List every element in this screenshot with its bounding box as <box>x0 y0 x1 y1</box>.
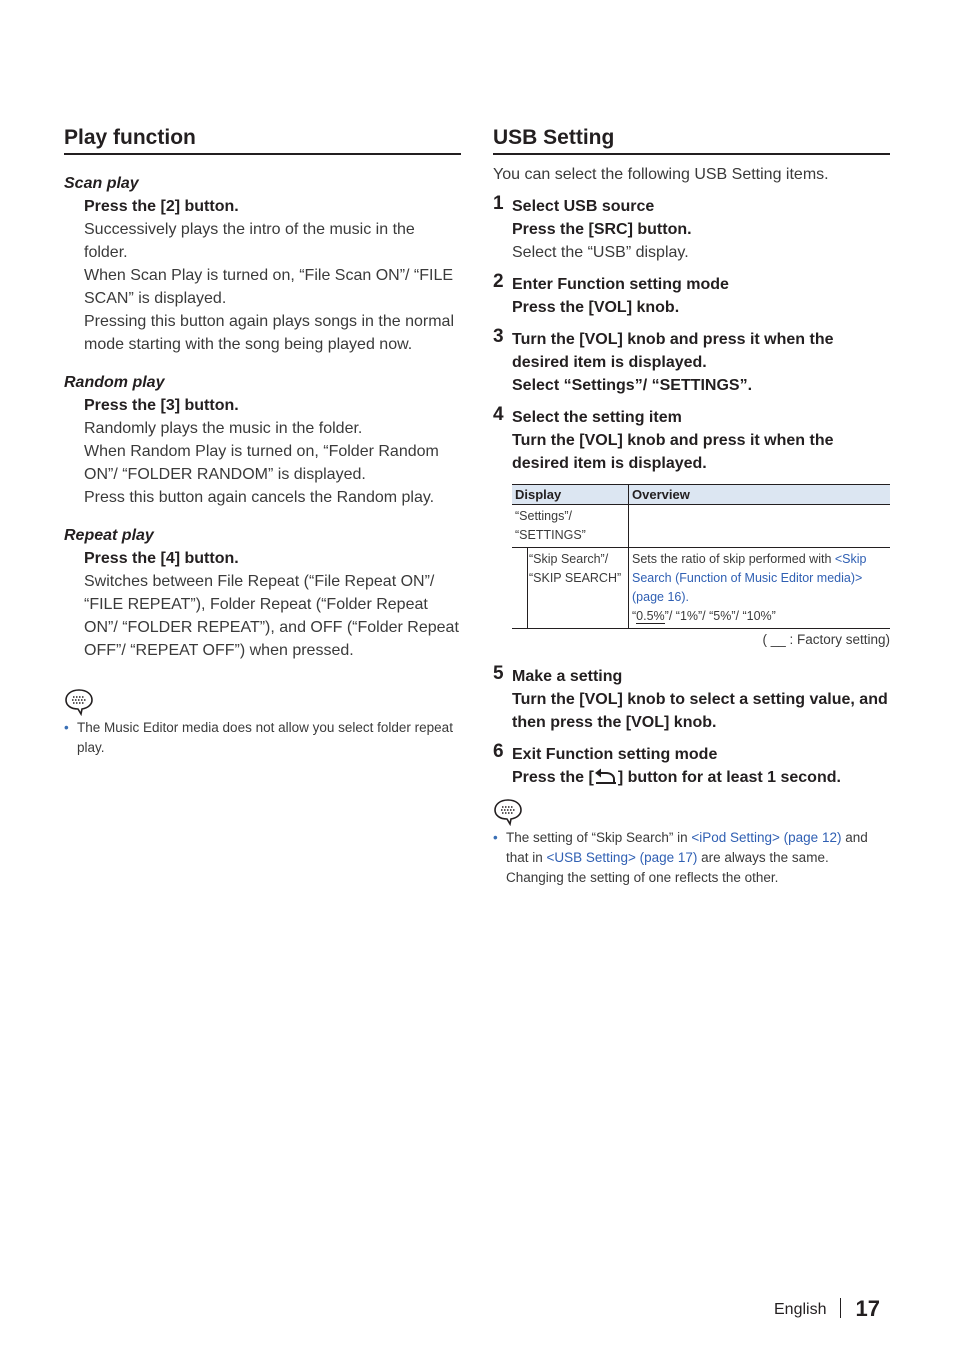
settings-table <box>512 484 890 629</box>
left-note <box>64 718 461 758</box>
step-2 <box>493 273 890 319</box>
usb-setting-column <box>493 126 890 888</box>
play-function-title: Play function <box>64 126 461 155</box>
step-instruction-part: ] button for at least 1 second. <box>617 769 841 786</box>
step-number: 1 <box>493 193 504 214</box>
step-instruction: Turn the [VOL] knob to select a setting value, and then press the [VOL] knob. <box>512 691 888 731</box>
scan-play-heading: Scan play <box>64 175 139 192</box>
scan-play-instruction: Press the [2] button. <box>84 198 239 215</box>
step-6 <box>493 743 890 792</box>
step-title: Select USB source <box>512 198 655 215</box>
factory-setting-note: ( __ : Factory setting) <box>762 632 890 647</box>
bullet-icon: • <box>64 720 69 735</box>
step-instruction: Press the [VOL] knob. <box>512 299 680 316</box>
step-instruction <box>512 766 890 792</box>
table-header-display: Display <box>512 485 629 505</box>
step-detail: Select the “USB” display. <box>512 244 689 261</box>
usb-setting-link[interactable]: <USB Setting> (page 17) <box>546 850 698 865</box>
note-icon <box>64 688 461 716</box>
step-title: Select the setting item <box>512 409 682 426</box>
random-play-line: When Random Play is turned on, “Folder Random ON”/ “FOLDER RANDOM” is displayed. <box>84 443 439 483</box>
step-number: 2 <box>493 271 504 292</box>
page-number: 17 <box>855 1296 880 1321</box>
note-text: are always the same. Changing the setting of one reflects the other. <box>506 850 829 885</box>
table-header-row <box>512 485 890 505</box>
table-divider <box>527 548 528 628</box>
step-instruction: Turn the [VOL] knob and press it when the desired item is displayed. <box>512 432 834 472</box>
step-number: 5 <box>493 663 504 684</box>
repeat-play-line: Switches between File Repeat (“File Repeat ON”/ “FILE REPEAT”), Folder Repeat (“Folder Repeat ON”/ “FOLDER REPEAT”), and OFF (“Folder Repeat OFF”/ “REPEAT OFF”) when pressed. <box>84 573 459 659</box>
step-3 <box>493 328 890 397</box>
step-title: Enter Function setting mode <box>512 276 729 293</box>
scan-play-section <box>64 175 461 356</box>
footer-divider <box>840 1298 841 1318</box>
bullet-icon: • <box>493 830 498 845</box>
play-function-column <box>64 126 461 758</box>
other-values: ”/ “1%”/ “5%”/ “10%” <box>664 609 776 623</box>
step-instruction: Press the [SRC] button. <box>512 221 692 238</box>
scan-play-line: Pressing this button again plays songs in the normal mode starting with the song being played now. <box>84 313 454 353</box>
random-play-heading: Random play <box>64 374 165 391</box>
ipod-setting-link[interactable]: <iPod Setting> (page 12) <box>691 830 842 845</box>
step-title: Turn the [VOL] knob and press it when the desired item is displayed. <box>512 331 834 371</box>
random-play-line: Randomly plays the music in the folder. <box>84 420 363 437</box>
table-row <box>512 505 890 548</box>
skip-search-desc: Sets the ratio of skip performed with <box>632 552 835 566</box>
usb-setting-intro: You can select the following USB Setting items. <box>493 166 829 183</box>
step-5 <box>493 665 890 734</box>
table-cell-display: “Settings”/ “SETTINGS” <box>515 509 586 542</box>
footer-language: English <box>774 1301 827 1318</box>
step-number: 3 <box>493 326 504 347</box>
step-instruction-part: Press the [ <box>512 769 594 786</box>
repeat-play-section <box>64 527 461 662</box>
scan-play-line: When Scan Play is turned on, “File Scan ON”/ “FILE SCAN” is displayed. <box>84 267 454 307</box>
skip-search-label: “Skip Search”/ “SKIP SEARCH” <box>529 552 622 585</box>
skip-search-link[interactable]: <Skip Search (Function of Music Editor media)> (page 16). <box>632 552 867 604</box>
table-cell-overview <box>629 505 891 548</box>
step-title: Make a setting <box>512 668 623 685</box>
random-play-section <box>64 374 461 509</box>
repeat-play-heading: Repeat play <box>64 527 154 544</box>
back-arrow-icon <box>594 767 618 792</box>
step-number: 4 <box>493 404 504 425</box>
note-text: The setting of “Skip Search” in <box>506 830 692 845</box>
step-1 <box>493 195 890 264</box>
table-row <box>512 548 890 629</box>
repeat-play-instruction: Press the [4] button. <box>84 550 239 567</box>
scan-play-line: Successively plays the intro of the music in the folder. <box>84 221 415 261</box>
step-4 <box>493 406 890 475</box>
note-icon <box>493 798 890 826</box>
step-instruction: Select “Settings”/ “SETTINGS”. <box>512 377 753 394</box>
usb-setting-title: USB Setting <box>493 126 890 155</box>
step-number: 6 <box>493 741 504 762</box>
default-value: 0.5% <box>636 609 665 623</box>
page-footer <box>774 1296 880 1322</box>
note-text: and that in <box>506 830 868 865</box>
right-note <box>493 828 890 888</box>
left-note-text: The Music Editor media does not allow you select folder repeat play. <box>77 720 453 755</box>
table-header-overview: Overview <box>629 485 891 505</box>
random-play-line: Press this button again cancels the Random play. <box>84 489 435 506</box>
table-cell-display <box>512 548 629 629</box>
step-title: Exit Function setting mode <box>512 746 718 763</box>
table-cell-overview <box>629 548 891 629</box>
random-play-instruction: Press the [3] button. <box>84 397 239 414</box>
value-open-quote: “ <box>632 609 637 623</box>
